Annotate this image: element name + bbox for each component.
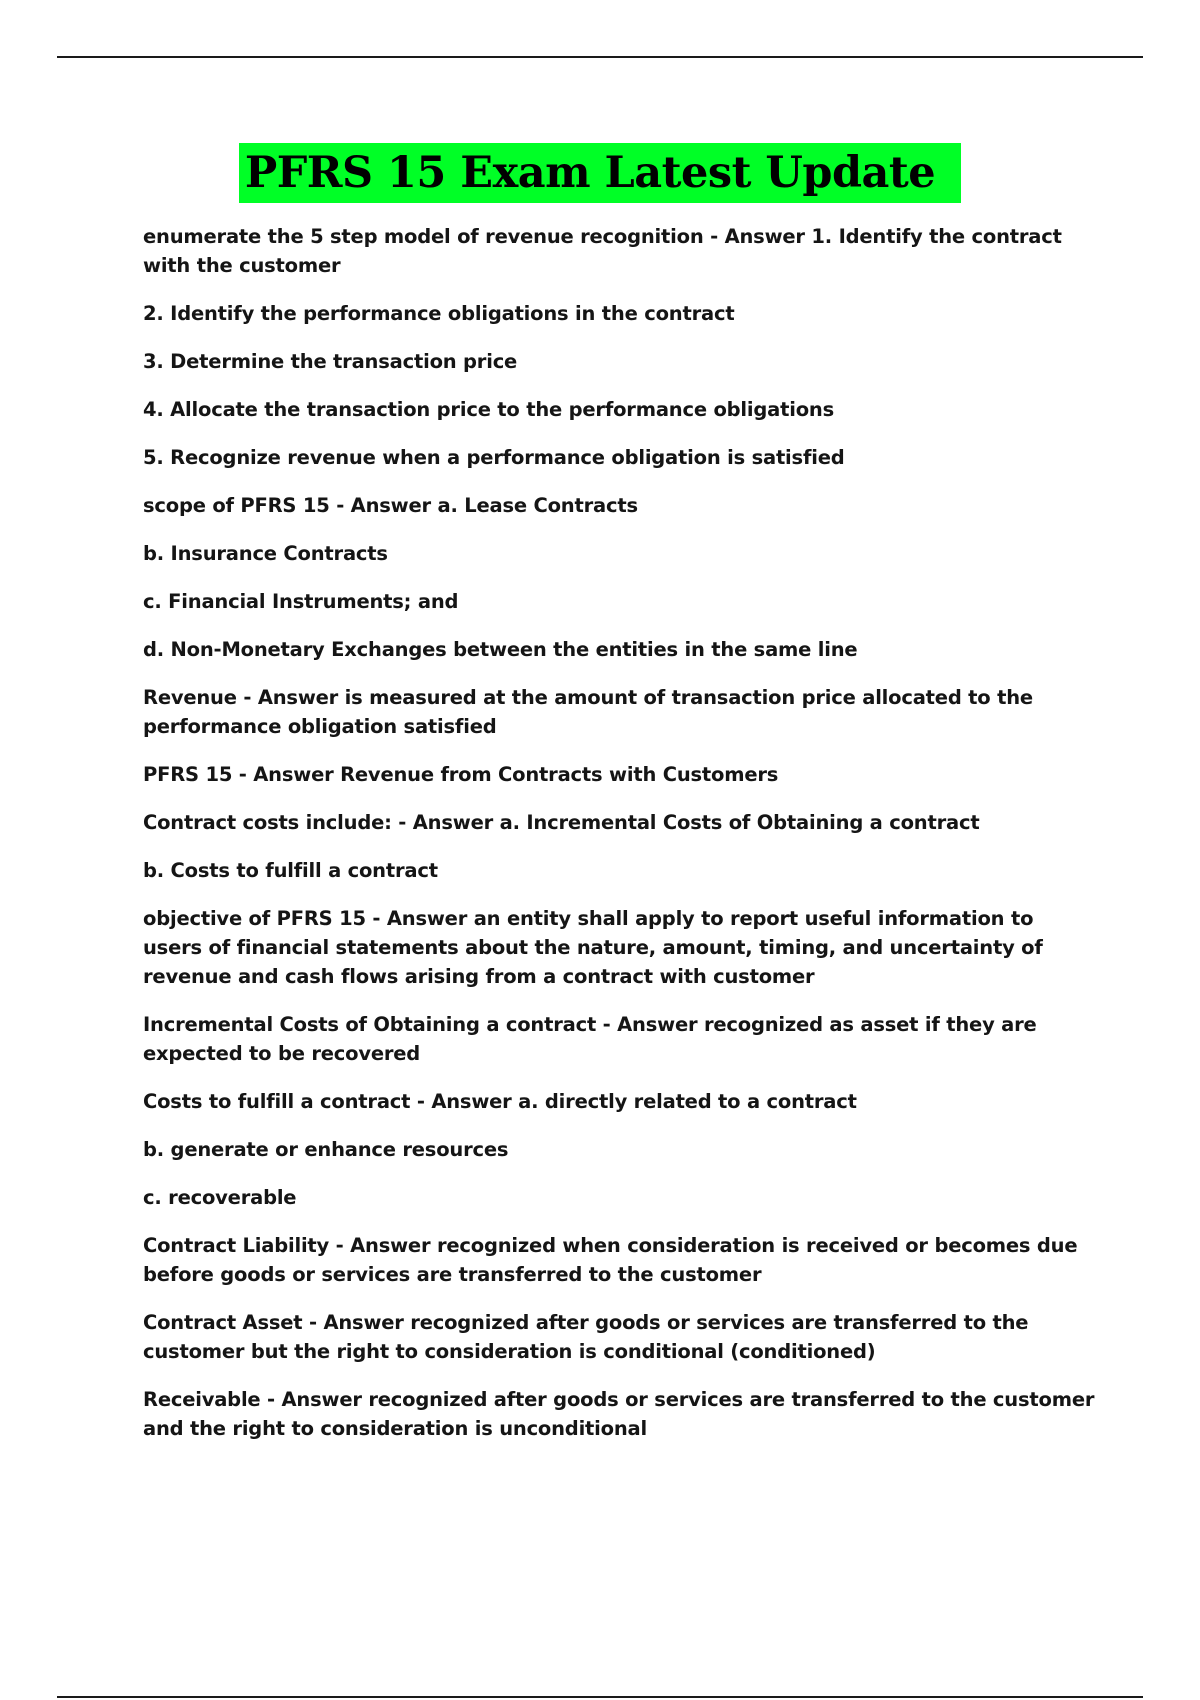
document-body	[143, 222, 1098, 1462]
paragraph-objective: objective of PFRS 15 - Answer an entity shall apply to report useful information to users of financial statements about the nature, amount, timing, and uncertainty of revenue and cash flows arising from a contract with customer	[143, 907, 1043, 988]
title-container	[0, 143, 1200, 203]
paragraph-contract-costs-b: b. Costs to fulfill a contract	[143, 859, 438, 882]
paragraph-costs-to-fulfill-b: b. generate or enhance resources	[143, 1138, 509, 1161]
paragraph-scope-c: c. Financial Instruments; and	[143, 590, 459, 613]
paragraph-scope: scope of PFRS 15 - Answer a. Lease Contracts	[143, 494, 638, 517]
paragraph-step-5: 5. Recognize revenue when a performance obligation is satisfied	[143, 446, 845, 469]
paragraph-contract-liability: Contract Liability - Answer recognized when consideration is received or becomes due before goods or services are transferred to the customer	[143, 1234, 1078, 1286]
paragraph-pfrs-15: PFRS 15 - Answer Revenue from Contracts with Customers	[143, 763, 779, 786]
paragraph-scope-d: d. Non-Monetary Exchanges between the entities in the same line	[143, 638, 858, 661]
paragraph-step-4: 4. Allocate the transaction price to the performance obligations	[143, 398, 834, 421]
paragraph-revenue: Revenue - Answer is measured at the amount of transaction price allocated to the performance obligation satisfied	[143, 686, 1033, 738]
paragraph-contract-asset: Contract Asset - Answer recognized after goods or services are transferred to the customer but the right to consideration is conditional (conditioned)	[143, 1311, 1029, 1363]
paragraph-step-3: 3. Determine the transaction price	[143, 350, 518, 373]
paragraph-costs-to-fulfill: Costs to fulfill a contract - Answer a. directly related to a contract	[143, 1090, 857, 1113]
paragraph-five-step-model: enumerate the 5 step model of revenue recognition - Answer 1. Identify the contract with the customer	[143, 225, 1062, 277]
footer-rule	[57, 1696, 1143, 1698]
paragraph-step-2: 2. Identify the performance obligations in the contract	[143, 302, 735, 325]
paragraph-contract-costs: Contract costs include: - Answer a. Incremental Costs of Obtaining a contract	[143, 811, 980, 834]
paragraph-costs-to-fulfill-c: c. recoverable	[143, 1186, 297, 1209]
document-title: PFRS 15 Exam Latest Update	[239, 143, 961, 203]
header-rule	[57, 56, 1143, 58]
paragraph-scope-b: b. Insurance Contracts	[143, 542, 388, 565]
paragraph-receivable: Receivable - Answer recognized after goods or services are transferred to the customer and the right to consideration is unconditional	[143, 1388, 1095, 1440]
paragraph-incremental-costs: Incremental Costs of Obtaining a contract - Answer recognized as asset if they are expected to be recovered	[143, 1013, 1037, 1065]
